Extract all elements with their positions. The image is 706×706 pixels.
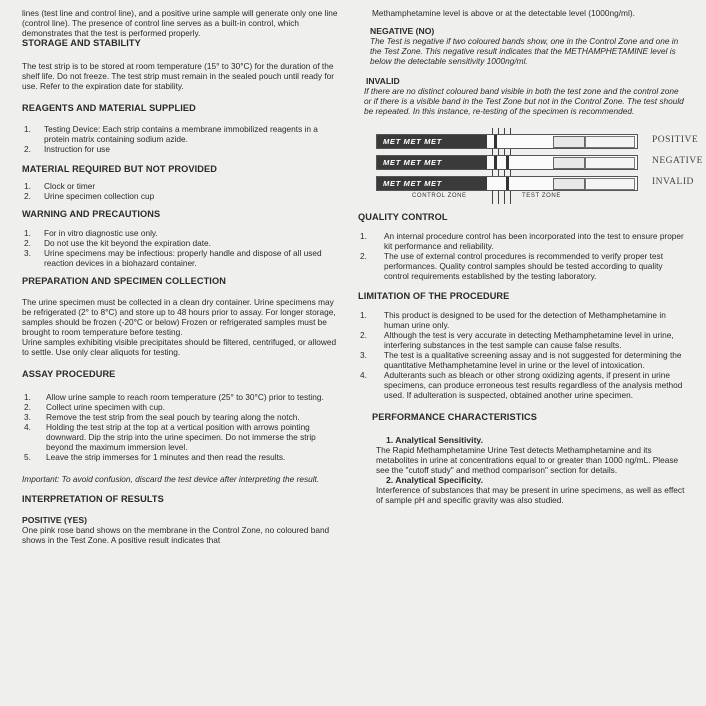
required-heading: MATERIAL REQUIRED BUT NOT PROVIDED bbox=[22, 164, 217, 174]
strip-tip bbox=[585, 157, 635, 169]
test-strip-figure bbox=[368, 128, 703, 206]
strip-negative bbox=[376, 155, 638, 170]
list-item: 3. Remove the test strip from the seal pouch by tearing along the notch. bbox=[24, 412, 300, 422]
invalid-text: If there are no distinct coloured band visible in both the test zone and the control zone or if there is a visible band in the Test Zone but not in the Control Zone. The test should be repeated. In this instance, re-testing of the specimen is recommended. bbox=[364, 86, 684, 116]
qc-list bbox=[358, 231, 688, 281]
list-item: 1. An internal procedure control has been incorporated into the test to ensure proper kit performance and reliability. bbox=[360, 231, 684, 251]
test-band bbox=[506, 156, 509, 169]
intro-text: lines (test line and control line), and a positive urine sample will generate only one line (control line). The presence of control line serves as a built-in control, which demonstrates that the test is performed properly. bbox=[22, 8, 338, 38]
specificity-heading: 2. Analytical Specificity. bbox=[386, 475, 483, 485]
warnings-list bbox=[22, 228, 340, 268]
limit-heading: LIMITATION OF THE PROCEDURE bbox=[358, 291, 510, 301]
list-item: 1. This product is designed to be used for the detection of Methamphetamine in human urine only. bbox=[360, 310, 666, 330]
test-zone-label: TEST ZONE bbox=[522, 193, 561, 199]
result-positive: POSITIVE bbox=[652, 135, 699, 145]
right-column bbox=[358, 8, 703, 505]
list-item: 2. Instruction for use bbox=[24, 144, 110, 154]
list-item: 5. Leave the strip immerses for 1 minutes and then read the results. bbox=[24, 452, 286, 462]
list-item: 2. Urine specimen collection cup bbox=[24, 191, 155, 201]
list-item: 1. For in vitro diagnostic use only. bbox=[24, 228, 158, 238]
interp-heading: INTERPRETATION OF RESULTS bbox=[22, 494, 164, 504]
list-item: 4. Adulterants such as bleach or other strong oxidizing agents, if present in urine specimens, can produce erroneous test results regardless of the analysis method used. If adulteration is suspected, obtained another urine specimen. bbox=[360, 370, 683, 400]
required-list bbox=[22, 181, 340, 201]
list-item: 2. The use of external control procedures is recommended to verify proper test performances. Quality control samples should be tested according to quality control requirements established by the testing laboratory. bbox=[360, 251, 664, 281]
positive-text: One pink rose band shows on the membrane in the Control Zone, no coloured band shows in the Test Zone. A positive result indicates that bbox=[22, 525, 330, 545]
assay-list bbox=[22, 392, 340, 462]
prep-heading: PREPARATION AND SPECIMEN COLLECTION bbox=[22, 276, 226, 286]
strip-tip bbox=[585, 178, 635, 190]
assay-heading: ASSAY PROCEDURE bbox=[22, 369, 116, 379]
list-item: 2. Although the test is very accurate in detecting Methamphetamine level in urine, interfering substances in the test sample can cause false results. bbox=[360, 330, 674, 350]
warnings-heading: WARNING AND PRECAUTIONS bbox=[22, 209, 161, 219]
list-item: 1. Clock or timer bbox=[24, 181, 96, 191]
storage-heading: STORAGE AND STABILITY bbox=[22, 38, 141, 48]
negative-text: The Test is negative if two coloured bands show, one in the Control Zone and one in the Test Zone. This negative result indicates that the METHAMPHETAMINE level is below the detectable sensitivity 1000ng/ml. bbox=[370, 36, 679, 66]
list-item: 3. The test is a qualitative screening assay and is not suggested for determining the quantitative Methamphetamine level in urine or the level of intoxication. bbox=[360, 350, 682, 370]
strip-pad bbox=[553, 178, 585, 190]
list-item: 1. Testing Device: Each strip contains a membrane immobilized reagents in a protein matrix containing sodium azide. bbox=[24, 124, 318, 144]
strip-invalid bbox=[376, 176, 638, 191]
strip-pad bbox=[553, 136, 585, 148]
list-item: 1. Allow urine sample to reach room temperature (25° to 30°C) prior to testing. bbox=[24, 392, 324, 402]
strip-label: MET MET MET bbox=[377, 177, 487, 190]
important-note: Important: To avoid confusion, discard the test device after interpreting the result. bbox=[22, 474, 320, 484]
result-invalid: INVALID bbox=[652, 177, 694, 187]
list-item: 4. Holding the test strip at the top at a vertical position with arrows pointing downward. Dip the strip into the urine specimen. Do not immerse the strip beyond the maximum immersion level. bbox=[24, 422, 316, 452]
sensitivity-heading: 1. Analytical Sensitivity. bbox=[386, 435, 483, 445]
control-zone-label: CONTROL ZONE bbox=[412, 193, 467, 199]
qc-heading: QUALITY CONTROL bbox=[358, 212, 448, 222]
list-item: 2. Collect urine specimen with cup. bbox=[24, 402, 165, 412]
prep-text: The urine specimen must be collected in a clean dry container. Urine specimens may be refrigerated (2° to 8°C) and store up to 48 hours prior to assay. For longer storage, samples should be frozen (-20°C or below) Frozen or refrigerated samples must be brought to room temperature before testing. bbox=[22, 297, 336, 337]
positive-heading: POSITIVE (YES) bbox=[22, 515, 87, 525]
positive-continued: Methamphetamine level is above or at the detectable level (1000ng/ml). bbox=[372, 8, 635, 18]
list-item: 3. Urine specimens may be infectious: properly handle and dispose of all used reaction devices in a biohazard container. bbox=[24, 248, 322, 268]
negative-heading: NEGATIVE (NO) bbox=[370, 26, 435, 36]
strip-pad bbox=[553, 157, 585, 169]
invalid-heading: INVALID bbox=[366, 76, 400, 86]
sensitivity-text: The Rapid Methamphetamine Urine Test detects Methamphetamine and its metabolites in urine at concentrations equal to or greater than 1000 ng/mL. Please see the "cutoff study" and method comparison" section for details. bbox=[376, 445, 679, 475]
limit-list bbox=[358, 310, 688, 400]
reagents-list bbox=[22, 124, 340, 154]
control-band bbox=[494, 135, 497, 148]
reagents-heading: REAGENTS AND MATERIAL SUPPLIED bbox=[22, 103, 196, 113]
storage-text: The test strip is to be stored at room temperature (15° to 30°C) for the duration of the shelf life. Do not freeze. The test strip must remain in the sealed pouch until ready for use. Refer to the expiration date for stability. bbox=[22, 61, 335, 91]
strip-label: MET MET MET bbox=[377, 135, 487, 148]
strip-label: MET MET MET bbox=[377, 156, 487, 169]
result-negative: NEGATIVE bbox=[652, 156, 703, 166]
left-column bbox=[22, 8, 340, 545]
test-band bbox=[506, 177, 509, 190]
perf-heading: PERFORMANCE CHARACTERISTICS bbox=[372, 412, 538, 422]
strip-tip bbox=[585, 136, 635, 148]
strip-positive bbox=[376, 134, 638, 149]
list-item: 2. Do not use the kit beyond the expiration date. bbox=[24, 238, 211, 248]
prep-text-2: Urine samples exhibiting visible precipitates should be filtered, centrifuged, or allowed to settle. Use only clear aliquots for testing. bbox=[22, 337, 337, 357]
specificity-text: Interference of substances that may be present in urine specimens, as well as effect of sample pH and specific gravity was also studied. bbox=[376, 485, 685, 505]
control-band bbox=[494, 156, 497, 169]
